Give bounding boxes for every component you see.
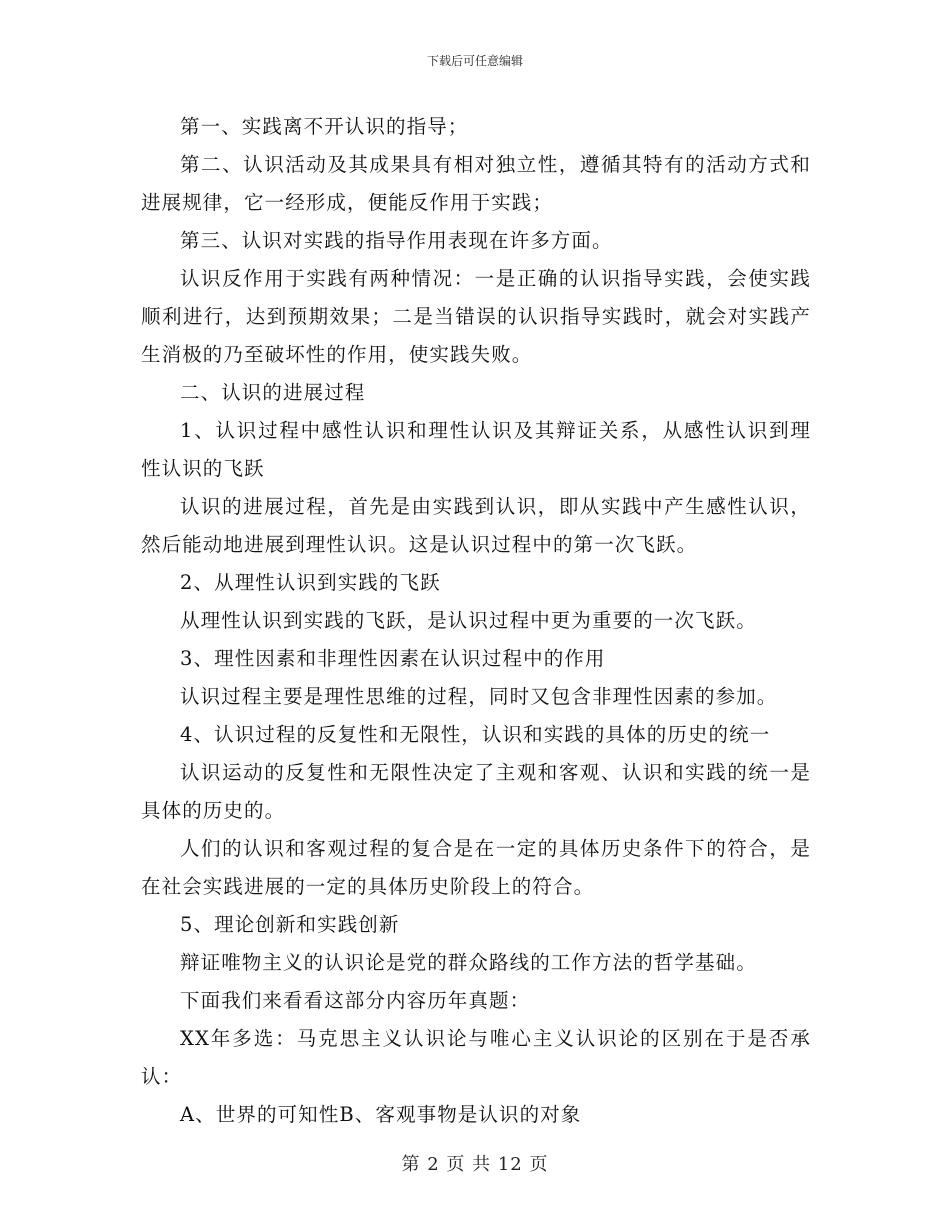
paragraph: 下面我们来看看这部分内容历年真题： [180,989,531,1012]
subsection-heading: 1、认识过程中感性认识和理性认识及其辩证关系，从感性认识到理性认识的飞跃 [141,419,811,480]
paragraph: 人们的认识和客观过程的复合是在一定的具体历史条件下的符合，是在社会实践进展的一定的具体历史阶段上的符合。 [141,837,811,898]
paragraph: 从理性认识到实践的飞跃，是认识过程中更为重要的一次飞跃。 [180,609,757,632]
page-footer: 第 2 页 共 12 页 [401,1154,549,1175]
paragraph: 认识运动的反复性和无限性决定了主观和客观、认识和实践的统一是具体的历史的。 [141,761,811,822]
paragraph: 第一、实践离不开认识的指导； [180,115,469,138]
paragraph: 辩证唯物主义的认识论是党的群众路线的工作方法的哲学基础。 [180,951,757,974]
question-paragraph: XX年多选：马克思主义认识论与唯心主义认识论的区别在于是否承认： [141,1027,811,1088]
document-body [141,108,811,1134]
answer-options: A、世界的可知性B、客观事物是认识的对象 [180,1103,582,1126]
subsection-heading: 5、理论创新和实践创新 [180,913,400,936]
page-header: 下载后可任意编辑 [426,54,523,68]
paragraph: 第二、认识活动及其成果具有相对独立性，遵循其特有的活动方式和进展规律，它一经形成，便能反作用于实践； [141,153,811,214]
paragraph: 第三、认识对实践的指导作用表现在许多方面。 [180,229,613,252]
subsection-heading: 3、理性因素和非理性因素在认识过程中的作用 [180,647,606,670]
paragraph: 认识反作用于实践有两种情况：一是正确的认识指导实践，会使实践顺利进行，达到预期效果；二是当错误的认识指导实践时，就会对实践产生消极的乃至破坏性的作用，使实践失败。 [141,267,811,366]
section-heading: 二、认识的进展过程 [180,381,366,404]
subsection-heading: 4、认识过程的反复性和无限性，认识和实践的具体的历史的统一 [180,723,771,746]
paragraph: 认识过程主要是理性思维的过程，同时又包含非理性因素的参加。 [180,685,778,708]
subsection-heading: 2、从理性认识到实践的飞跃 [180,571,441,594]
paragraph: 认识的进展过程，首先是由实践到认识，即从实践中产生感性认识，然后能动地进展到理性认识。这是认识过程中的第一次飞跃。 [141,495,811,556]
